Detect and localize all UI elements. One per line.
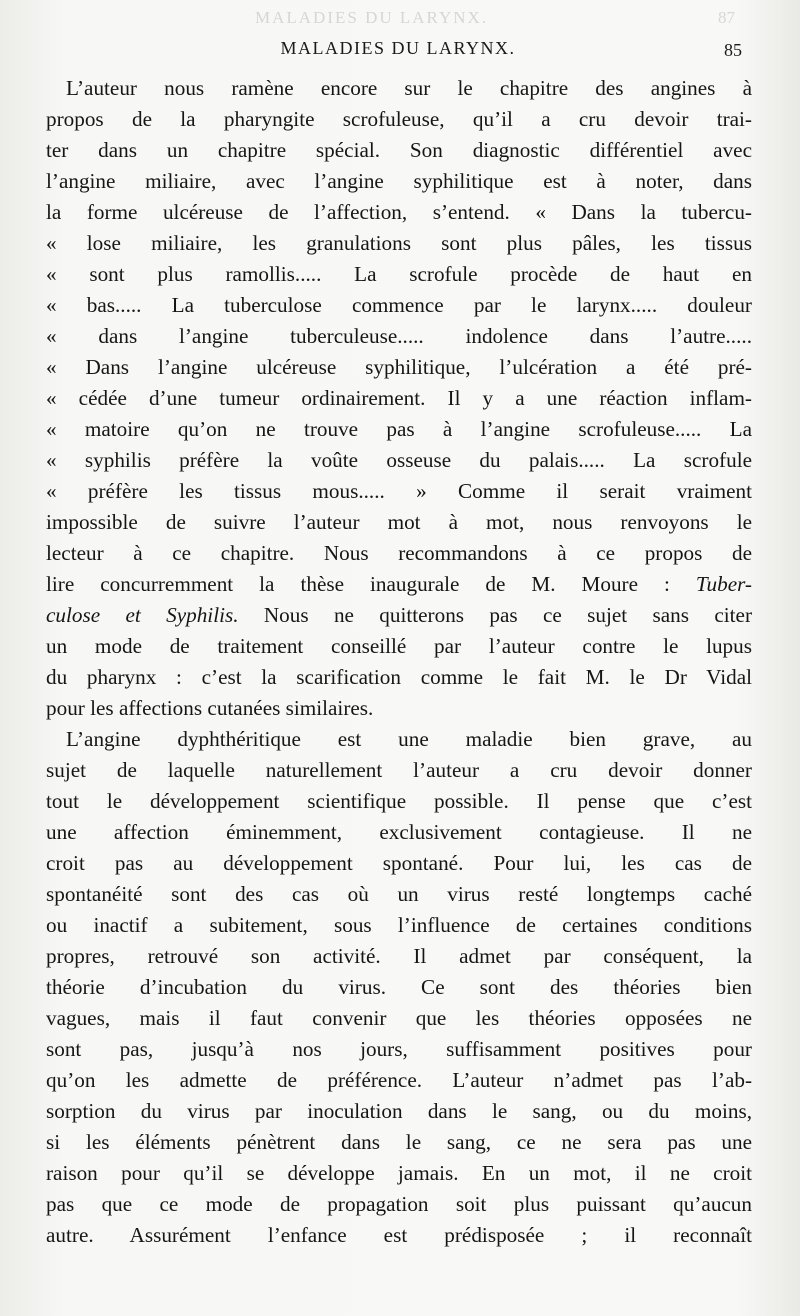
bleed-through-page-number: 87 xyxy=(718,8,735,27)
text-line xyxy=(46,476,752,507)
line-text: « sont plus ramollis..... La scrofule procède de haut en xyxy=(46,262,752,286)
text-line xyxy=(46,507,752,538)
line-text: « Dans l’angine ulcéreuse syphilitique, l’ulcération a été pré- xyxy=(46,355,752,379)
line-text: pas que ce mode de propagation soit plus puissant qu’aucun xyxy=(46,1192,752,1216)
page-number: 85 xyxy=(724,40,742,60)
line-text: théorie d’incubation du virus. Ce sont des théories bien xyxy=(46,975,752,999)
text-line xyxy=(46,755,752,786)
line-text: « préfère les tissus mous..... » Comme il serait vraiment xyxy=(46,479,752,503)
line-text: tout le développement scientifique possible. Il pense que c’est xyxy=(46,789,752,813)
bleed-through-header: MALADIES DU LARYNX. xyxy=(255,8,489,27)
text-line xyxy=(46,817,752,848)
text-line xyxy=(46,352,752,383)
text-line xyxy=(46,569,752,600)
line-text: sont pas, jusqu’à nos jours, suffisamment positives pour xyxy=(46,1037,752,1061)
line-text: un mode de traitement conseillé par l’auteur contre le lupus xyxy=(46,634,752,658)
text-line xyxy=(46,259,752,290)
line-text: du pharynx : c’est la scarification comme le fait M. le Dr Vidal xyxy=(46,665,752,689)
text-line xyxy=(46,1127,752,1158)
text-line xyxy=(46,879,752,910)
line-text: impossible de suivre l’auteur mot à mot, nous renvoyons le xyxy=(46,510,752,534)
text-line xyxy=(46,104,752,135)
text-line xyxy=(46,1189,752,1220)
line-text: raison pour qu’il se développe jamais. En un mot, il ne croit xyxy=(46,1161,752,1185)
line-text: « cédée d’une tumeur ordinairement. Il y a une réaction inflam- xyxy=(46,386,752,410)
text-line xyxy=(46,1034,752,1065)
text-line xyxy=(46,631,752,662)
line-text: ter dans un chapitre spécial. Son diagnostic différentiel avec xyxy=(46,138,752,162)
line-text: ou inactif a subitement, sous l’influence de certaines conditions xyxy=(46,913,752,937)
text-line xyxy=(46,73,752,104)
line-text: spontanéité sont des cas où un virus resté longtemps caché xyxy=(46,882,752,906)
line-text: « matoire qu’on ne trouve pas à l’angine scrofuleuse..... La xyxy=(46,417,752,441)
text-line xyxy=(46,197,752,228)
line-text: autre. Assurément l’enfance est prédisposée ; il reconnaît xyxy=(46,1223,752,1247)
line-text: pour les affections cutanées similaires. xyxy=(46,696,374,720)
line-text: Nous ne quitterons pas ce sujet sans citer xyxy=(263,603,752,627)
text-line xyxy=(46,941,752,972)
line-text: une affection éminemment, exclusivement contagieuse. Il ne xyxy=(46,820,752,844)
line-text: l’angine miliaire, avec l’angine syphilitique est à noter, dans xyxy=(46,169,752,193)
text-line xyxy=(46,321,752,352)
text-line xyxy=(46,972,752,1003)
text-line xyxy=(46,166,752,197)
body-text xyxy=(46,73,752,1251)
text-line xyxy=(46,1220,752,1251)
line-text: propos de la pharyngite scrofuleuse, qu’il a cru devoir trai- xyxy=(46,107,752,131)
line-text: la forme ulcéreuse de l’affection, s’entend. « Dans la tubercu- xyxy=(46,200,752,224)
running-title: MALADIES DU LARYNX. xyxy=(280,38,516,58)
line-text: propres, retrouvé son activité. Il admet par conséquent, la xyxy=(46,944,752,968)
italic-title: Tuber- xyxy=(695,572,752,596)
line-text: vagues, mais il faut convenir que les théories opposées ne xyxy=(46,1006,752,1030)
text-line xyxy=(46,1003,752,1034)
italic-title: culose et Syphilis. xyxy=(46,603,239,627)
text-line xyxy=(46,600,752,631)
line-text: « syphilis préfère la voûte osseuse du palais..... La scrofule xyxy=(46,448,752,472)
text-line xyxy=(46,383,752,414)
text-line xyxy=(46,693,752,724)
line-text: « dans l’angine tuberculeuse..... indolence dans l’autre..... xyxy=(46,324,752,348)
text-line xyxy=(46,910,752,941)
line-text: L’angine dyphthéritique est une maladie bien grave, au xyxy=(66,727,752,751)
text-line xyxy=(46,135,752,166)
text-line xyxy=(46,228,752,259)
text-line xyxy=(46,1096,752,1127)
running-head xyxy=(48,38,748,64)
text-line xyxy=(46,786,752,817)
line-text: « lose miliaire, les granulations sont plus pâles, les tissus xyxy=(46,231,752,255)
text-line xyxy=(46,848,752,879)
text-line xyxy=(46,445,752,476)
line-text: croit pas au développement spontané. Pour lui, les cas de xyxy=(46,851,752,875)
text-line xyxy=(46,414,752,445)
text-line xyxy=(46,1065,752,1096)
line-text: « bas..... La tuberculose commence par le larynx..... douleur xyxy=(46,293,752,317)
line-text: qu’on les admette de préférence. L’auteur n’admet pas l’ab- xyxy=(46,1068,752,1092)
line-text: sorption du virus par inoculation dans le sang, ou du moins, xyxy=(46,1099,752,1123)
text-line xyxy=(46,662,752,693)
line-text: sujet de laquelle naturellement l’auteur a cru devoir donner xyxy=(46,758,752,782)
text-line xyxy=(46,538,752,569)
text-line xyxy=(46,290,752,321)
text-line xyxy=(46,1158,752,1189)
text-line xyxy=(46,724,752,755)
line-text: si les éléments pénètrent dans le sang, ce ne sera pas une xyxy=(46,1130,752,1154)
line-text: L’auteur nous ramène encore sur le chapitre des angines à xyxy=(66,76,752,100)
line-text: lire concurremment la thèse inaugurale de M. Moure : xyxy=(46,572,670,596)
line-text: lecteur à ce chapitre. Nous recommandons à ce propos de xyxy=(46,541,752,565)
